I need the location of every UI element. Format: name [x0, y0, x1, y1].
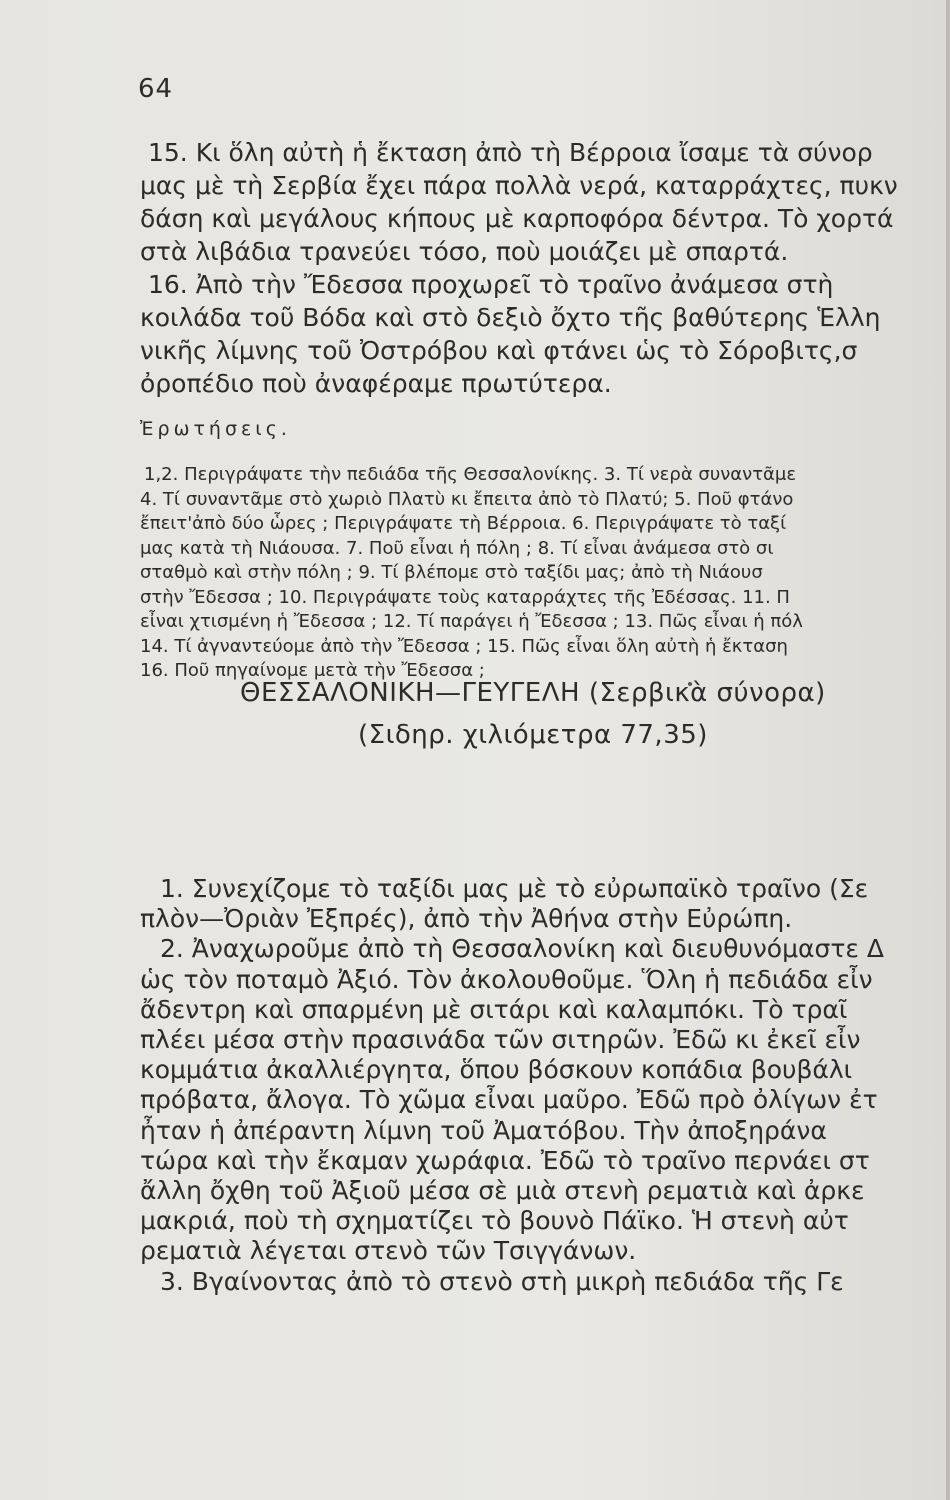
text-line: πλὸν—Ὀριὰν Ἐξπρές), ἀπὸ τὴν Ἀθήνα στὴν Εὐρώπη. — [140, 904, 793, 934]
question-line: μας κατὰ τὴ Νιάουσα. 7. Ποῦ εἶναι ἡ πόλη ; 8. Τί εἶναι ἀνάμεσα στὸ σι — [140, 537, 774, 559]
page-number: 64 — [138, 74, 174, 104]
text-line: ρεματιὰ λέγεται στενὸ τῶν Τσιγγάνων. — [140, 1236, 637, 1266]
question-line: 14. Τί ἀγναντεύομε ἀπὸ τὴν Ἔδεσσα ; 15. Πῶς εἶναι ὅλη αὐτὴ ἡ ἔκταση — [140, 635, 788, 657]
question-line: στὴν Ἔδεσσα ; 10. Περιγράψατε τοὺς καταρράχτες τῆς Ἐδέσσας. 11. Π — [140, 586, 790, 608]
text-line: πρόβατα, ἄλογα. Τὸ χῶμα εἶναι μαῦρο. Ἐδῶ πρὸ ὀλίγων ἐτ — [140, 1085, 878, 1115]
text-line: πλέει μέσα στὴν πρασινάδα τῶν σιτηρῶν. Ἐδῶ κι ἐκεῖ εἶν — [140, 1025, 861, 1055]
chapter-subtitle: (Σιδηρ. χιλιόμετρα 77,35) — [358, 720, 708, 750]
questions-heading: Ἐρωτήσεις. — [140, 418, 291, 440]
text-line: 3. Βγαίνοντας ἀπὸ τὸ στενὸ στὴ μικρὴ πεδιάδα τῆς Γε — [160, 1266, 844, 1296]
question-line: 16. Ποῦ πηγαίνομε μετὰ τὴν Ἔδεσσα ; — [140, 660, 485, 681]
question-line: ἔπειτ'ἀπὸ δύο ὧρες ; Περιγράψατε τὴ Βέρροια. 6. Περιγράψατε τὸ ταξί — [140, 513, 787, 534]
text-line: ὀροπέδιο ποὺ ἀναφέραμε πρωτύτερα. — [140, 369, 612, 398]
text-line: ἄδεντρη καὶ σπαρμένη μὲ σιτάρι καὶ καλαμπόκι. Τὸ τραῖ — [140, 994, 848, 1024]
question-line: σταθμὸ καὶ στὴν πόλη ; 9. Τί βλέπομε στὸ ταξίδι μας; ἀπὸ τὴ Νιάουσ — [140, 562, 763, 583]
text-line: στὰ λιβάδια τρανεύει τόσο, ποὺ μοιάζει μὲ σπαρτά. — [140, 237, 789, 266]
text-line: 1. Συνεχίζομε τὸ ταξίδι μας μὲ τὸ εὐρωπαϊκὸ τραῖνο (Σε — [160, 874, 869, 903]
text-line: 15. Κι ὅλη αὐτὴ ἡ ἔκταση ἀπὸ τὴ Βέρροια ἴσαμε τὰ σύνορ — [148, 138, 873, 167]
section-paragraphs-15-16 — [140, 136, 950, 400]
text-line: μας μὲ τὴ Σερβία ἔχει πάρα πολλὰ νερά, καταρράχτες, πυκν — [140, 171, 898, 200]
text-line: ἄλλη ὄχθη τοῦ Ἀξιοῦ μέσα σὲ μιὰ στενὴ ρεματιὰ καὶ ἀρκε — [140, 1176, 865, 1206]
text-line: 2. Ἀναχωροῦμε ἀπὸ τὴ Θεσσαλονίκη καὶ διευθυνόμαστε Δ — [160, 934, 884, 964]
text-line: ὡς τὸν ποταμὸ Ἀξιό. Τὸν ἀκολουθοῦμε. Ὅλη ἡ πεδιάδα εἶν — [140, 964, 873, 994]
question-line: 4. Τί συναντᾶμε στὸ χωριὸ Πλατὺ κι ἔπειτα ἀπὸ τὸ Πλατύ; 5. Ποῦ φτάνο — [140, 488, 794, 510]
text-line: δάση καὶ μεγάλους κήπους μὲ καρποφόρα δέντρα. Τὸ χορτά — [140, 204, 894, 233]
text-line: 16. Ἀπὸ τὴν Ἔδεσσα προχωρεῖ τὸ τραῖνο ἀνάμεσα στὴ — [148, 270, 834, 299]
section-paragraphs-1-3 — [140, 874, 950, 1297]
text-line: νικῆς λίμνης τοῦ Ὀστρόβου καὶ φτάνει ὡς τὸ Σόροβιτς,σ — [140, 336, 858, 365]
text-line: τώρα καὶ τὴν ἔκαμαν χωράφια. Ἐδῶ τὸ τραῖνο περνάει στ — [140, 1145, 870, 1175]
text-line: κομμάτια ἀκαλλιέργητα, ὅπου βόσκουν κοπάδια βουβάλι — [140, 1055, 853, 1085]
text-line: κοιλάδα τοῦ Βόδα καὶ στὸ δεξιὸ ὄχτο τῆς βαθύτερης Ἑλλη — [140, 303, 881, 332]
text-line: ἦταν ἡ ἀπέραντη λίμνη τοῦ Ἀματόβου. Τὴν ἀποξηράνα — [140, 1115, 827, 1145]
question-line: 1,2. Περιγράψατε τὴν πεδιάδα τῆς Θεσσαλονίκης. 3. Τί νερὰ συναντᾶμε — [144, 464, 797, 485]
chapter-title: ΘΕΣΣΑΛΟΝΙΚΗ—ΓΕΥΓΕΛΗ (Σερβικὰ σύνορα) — [240, 678, 826, 708]
text-line: μακριά, ποὺ τὴ σχηματίζει τὸ βουνὸ Πάϊκο. Ἡ στενὴ αὐτ — [140, 1206, 849, 1236]
questions-list — [140, 463, 950, 684]
question-line: εἶναι χτισμένη ἡ Ἔδεσσα ; 12. Τί παράγει ἡ Ἔδεσσα ; 13. Πῶς εἶναι ἡ πόλ — [140, 611, 803, 632]
